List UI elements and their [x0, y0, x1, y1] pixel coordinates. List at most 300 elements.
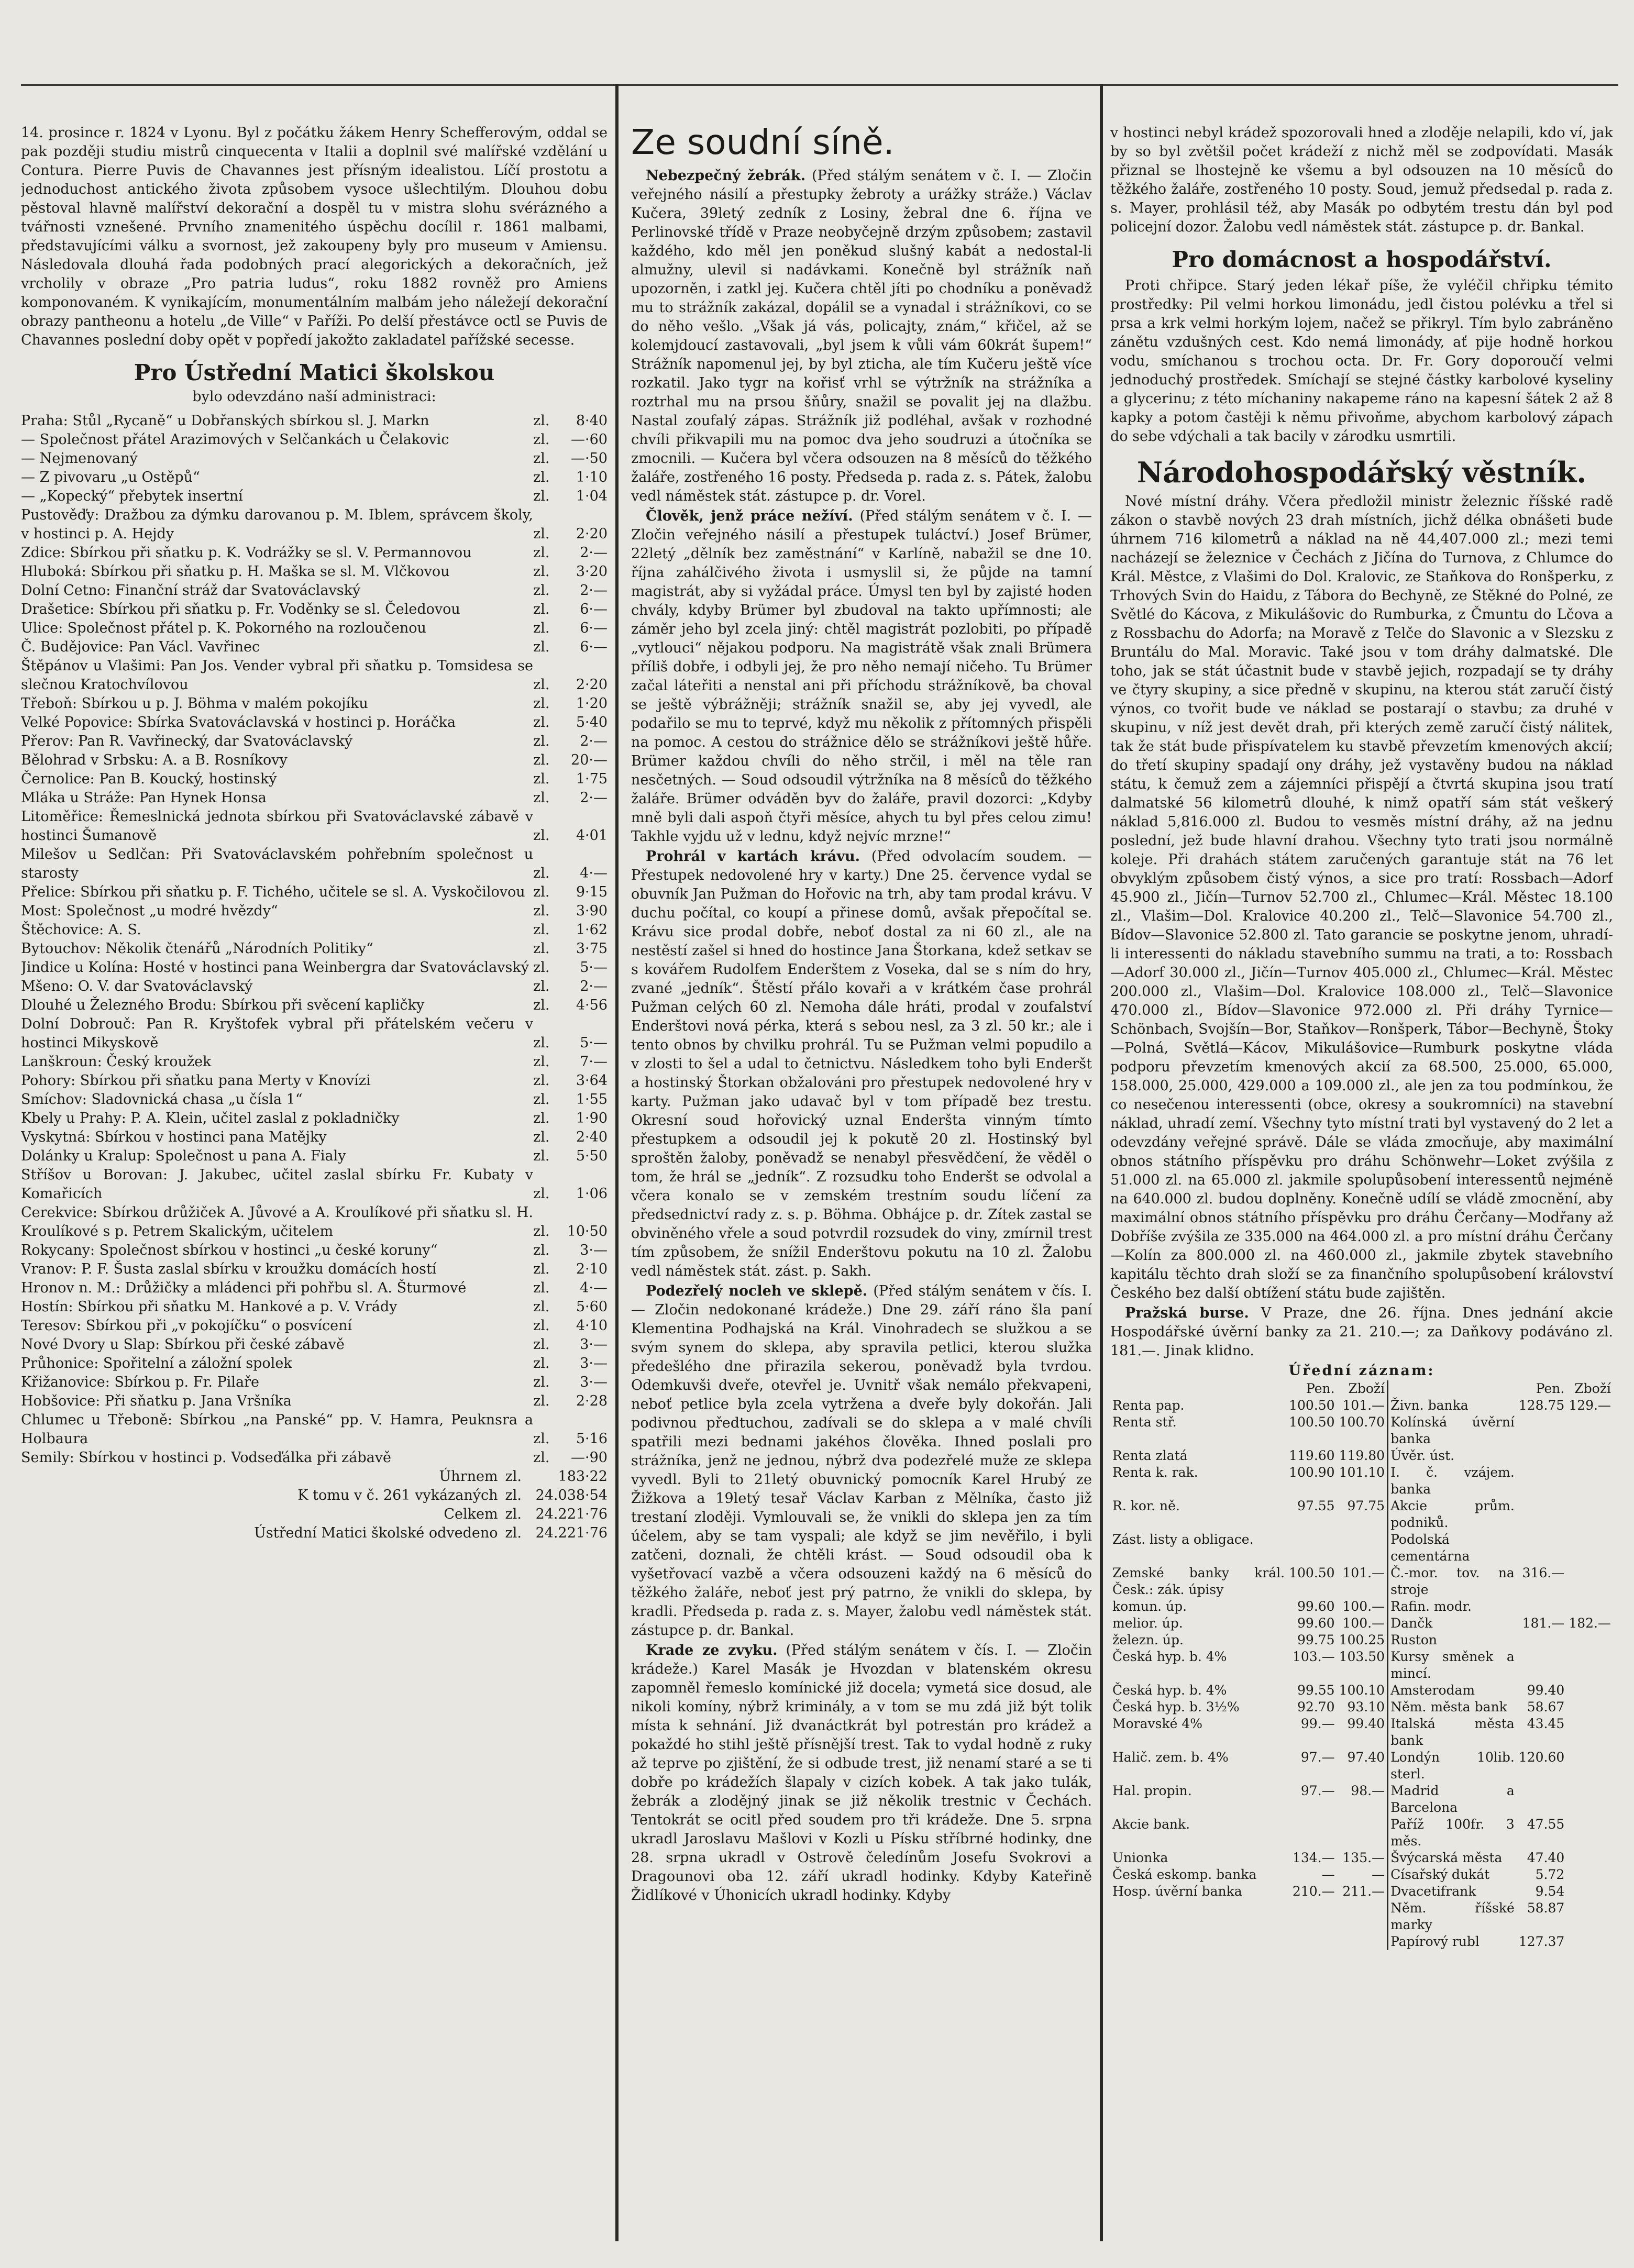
bid-price	[1517, 1414, 1566, 1447]
court-section-title: Ze soudní síně.	[631, 124, 895, 162]
donation-currency: zl.	[533, 1035, 550, 1051]
donation-row	[21, 845, 608, 883]
donation-row	[21, 1354, 608, 1373]
ask-price	[1566, 1414, 1613, 1447]
ask-price	[1566, 1498, 1613, 1531]
donation-amount: 7·—	[580, 1054, 608, 1070]
economy-heading: Národohospodářský věstník.	[1136, 456, 1587, 489]
security-name: Akcie prům. podniků.	[1388, 1498, 1517, 1531]
bid-price: 97.55	[1297, 1498, 1335, 1513]
total-currency: zl.	[505, 1506, 522, 1522]
donation-text: Lanškroun: Český kroužek	[21, 1054, 212, 1070]
bid-price	[1517, 1649, 1566, 1682]
donation-text: Hronov n. M.: Drůžičky a mládenci při pohřbu sl. A. Šturmové	[21, 1280, 467, 1296]
security-name: Zást. listy a obligace.	[1112, 1532, 1254, 1547]
donation-text: Smíchov: Sladovnická chasa „u čísla 1“	[21, 1091, 303, 1108]
donation-amount: 6·—	[580, 620, 608, 636]
col-head: Zboží	[1574, 1381, 1611, 1396]
ask-price	[1566, 1850, 1613, 1866]
donation-currency: zl.	[533, 790, 550, 806]
top-rule	[21, 84, 1618, 86]
bid-price: 47.40	[1527, 1850, 1565, 1865]
total-currency: zl.	[505, 1487, 522, 1503]
ask-price	[1337, 1531, 1388, 1565]
bid-price: 97.—	[1300, 1750, 1335, 1765]
donation-text: Dolánky u Kralup: Společnost u pana A. Fialy	[21, 1148, 346, 1164]
donation-row	[21, 544, 608, 562]
column-rule-1	[615, 84, 619, 2241]
security-name: Akcie bank.	[1112, 1817, 1190, 1832]
ask-price: 98.—	[1351, 1783, 1385, 1798]
donation-currency: zl.	[533, 1148, 550, 1164]
donation-subheading: bylo odevzdáno naší administraci:	[192, 389, 436, 405]
bid-price: 9.54	[1535, 1884, 1565, 1899]
bid-price	[1287, 1816, 1337, 1850]
ask-price: 101.10	[1339, 1465, 1385, 1480]
burse-row	[1110, 1649, 1613, 1682]
donation-row	[21, 996, 608, 1015]
donation-text: Litoměřice: Řemeslnická jednota sbírkou při Svatováclavské zábavě v hostinci Šumanově	[21, 809, 533, 844]
donation-text: Teresov: Sbírkou při „v pokojíčku“ o posvícení	[21, 1318, 352, 1334]
donation-text: Č. Budějovice: Pan Václ. Vavřinec	[21, 639, 260, 655]
bid-price	[1517, 1598, 1566, 1615]
bid-price: 43.45	[1527, 1716, 1565, 1731]
donation-amount: —·90	[571, 1450, 608, 1466]
burse-row	[1110, 1447, 1613, 1464]
burse-row	[1110, 1816, 1613, 1850]
donation-currency: zl.	[533, 827, 550, 844]
donation-row	[21, 977, 608, 996]
donation-amount: 3·—	[580, 1336, 608, 1353]
donation-row	[21, 657, 608, 694]
donation-currency: zl.	[533, 1336, 550, 1353]
bid-price	[1517, 1498, 1566, 1531]
donation-currency: zl.	[533, 1072, 550, 1089]
security-name: Živn. banka	[1388, 1397, 1517, 1414]
donation-amount: 4·10	[576, 1318, 608, 1334]
security-name: Č.-mor. tov. na stroje	[1388, 1565, 1517, 1598]
donation-heading: Pro Ústřední Matici školskou	[134, 360, 495, 385]
donation-row	[21, 807, 608, 845]
donation-row	[21, 789, 608, 807]
donation-row	[21, 1147, 608, 1166]
donation-row	[21, 1166, 608, 1203]
court-article-head: Prohrál v kartách krávu.	[646, 848, 860, 865]
donation-amount: 2·—	[580, 582, 608, 599]
court-articles	[631, 167, 1092, 1905]
donation-row	[21, 1241, 608, 1260]
security-name: Něm. říšské marky	[1388, 1900, 1517, 1933]
ask-price	[1566, 1883, 1613, 1900]
security-name: Renta zlatá	[1112, 1448, 1188, 1463]
donation-text: Třeboň: Sbírkou u p. J. Böhma v malém pokojíku	[21, 695, 368, 712]
bid-price: 47.55	[1527, 1817, 1565, 1832]
bid-price: 100.50	[1289, 1414, 1335, 1430]
bid-price: 5.72	[1535, 1867, 1565, 1882]
ask-price	[1566, 1749, 1613, 1783]
security-name: R. kor. ně.	[1112, 1498, 1180, 1513]
donation-text: Pustověďy: Dražbou za dýmku darovanou p. M. Iblem, správcem školy, v hostinci p. A. Hejdy	[21, 507, 533, 542]
burse-row	[1110, 1783, 1613, 1816]
donation-text: Hostín: Sbírkou při sňatku M. Hankové a p. V. Vrády	[21, 1299, 398, 1315]
security-name: Paříž 100fr. 3 měs.	[1388, 1816, 1517, 1850]
donation-amount: 2·—	[580, 978, 608, 994]
donation-currency: zl.	[533, 1110, 550, 1126]
court-article-text: (Před stálým senátem v č. I. — Zločin veřejného násilí a přestupky žebroty a urážky stráže.) Václav Kučera, 39letý zedník z Losiny, žebral dne 6. října ve Perlinovské třídě v Praze neobyčejně drzým způsobem; zastavil každého, kdo měl jen poněkud slušný kabát a nedostal-li almužny, ulevil si nadávkami. Konečně byl strážník naň upozorněn, i zatkl jej. Kučera chtěl jíti po chodníku a poněvadž mu to strážník zakázal, dopálil se a vynadal i strážníkovi, co se do něho vešlo. „Však já vás, policajty, znám,“ křičel, až se kolemjdoucí zastavovali, „byl jsem k vůli vám 60krát šupem!“ Strážník napomenul jej, by byl zticha, ale tím Kučeru ještě více rozkatil. Jako tygr na kořisť vrhl se výtržník na strážníka a roztrhal mu na prsou šňůry, snažil se povalit jej na dlažbu. Nastal zoufalý zápas. Strážník již podléhal, avšak v rozhodné chvíli přikvapili mu na pomoc dva jeho soudruzi a útočníka se zmocnili. — Kučera byl včera odsouzen na 8 měsíců do těžkého žaláře, zostřeného 16 posty. Předseda p. rada z. s. Pátek, žalobu vedl náměstek stát. zástupce p. dr. Vorel.	[631, 168, 1092, 504]
donation-text: Milešov u Sedlčan: Při Svatováclavském pohřebním společnost u starosty	[21, 846, 533, 881]
donation-amount: 10·50	[567, 1223, 608, 1240]
donation-text: Vyskytná: Sbírkou v hostinci pana Matějky	[21, 1129, 327, 1145]
donation-row	[21, 638, 608, 657]
article-continuation: 14. prosince r. 1824 v Lyonu. Byl z počátku žákem Henry Schefferovým, oddal se pak později studiu mistrů cinquecenta v Italii a doplnil své malířské vzdělání u Contura. Pierre Puvis de Chavannes jest přísným idealistou. Líčí prostotu a jednoduchost antického života způsobem vysoce ušlechtilým. Dlouhou dobu pěstoval hlavně malířství dekorační a dospěl tu v mistra slohu svérázného a tvářnosti vznešené. Prvního znamenitého úspěchu docílil r. 1861 malbami, představujícími válku a svornost, jež zakoupeny byly pro museum v Amiensu. Následovala dlouhá řada podobných prací alegorických a dekoračních, jež vrcholily v obraze „Pro patria ludus“, roku 1882 rovněž pro Amiens komponovaném. K vynikajícím, monumentálním malbám jeho náležejí dekorační obrazy pantheonu a hotelu „de Ville“ v Paříži. Po delší přestávce octl se Puvis de Chavannes poslední doby opět v popředí jakožto zakladatel pařížské secesse.	[21, 125, 608, 348]
donation-amount: 3·64	[576, 1072, 608, 1089]
burse-row	[1110, 1883, 1613, 1900]
security-name: Hosp. úvěrní banka	[1112, 1884, 1242, 1899]
donation-text: — Společnost přátel Arazimových v Selčankách u Čelakovic	[21, 432, 449, 448]
donation-text: Průhonice: Spořitelní a záložní spolek	[21, 1355, 292, 1371]
bid-price: 100.50	[1289, 1398, 1335, 1413]
donation-currency: zl.	[533, 1374, 550, 1390]
burse-row	[1110, 1850, 1613, 1866]
column-middle	[631, 124, 1092, 2247]
donation-text: Stříšov u Borovan: J. Jakubec, učitel zaslal sbírku Fr. Kubaty v Komařicích	[21, 1167, 533, 1202]
donation-currency: zl.	[533, 1393, 550, 1409]
donation-currency: zl.	[533, 469, 550, 485]
column-rule-2	[1100, 84, 1103, 2241]
donation-currency: zl.	[533, 1261, 550, 1277]
burse-row	[1110, 1464, 1613, 1498]
donation-text: Nové Dvory u Slap: Sbírkou při české zábavě	[21, 1336, 345, 1353]
ask-price: 100.25	[1339, 1632, 1385, 1647]
donation-row	[21, 430, 608, 449]
bid-price: 120.60	[1518, 1750, 1565, 1765]
donation-amount: 3·—	[580, 1374, 608, 1390]
donation-currency: zl.	[533, 771, 550, 787]
security-name: Halič. zem. b. 4%	[1112, 1750, 1229, 1765]
donation-currency: zl.	[533, 695, 550, 712]
donation-text: Křižanovice: Sbírkou p. Fr. Pilaře	[21, 1374, 259, 1390]
donation-currency: zl.	[533, 959, 550, 976]
security-name: Renta pap.	[1112, 1398, 1185, 1413]
donation-amount: 20·—	[571, 752, 608, 768]
donation-row	[21, 1335, 608, 1354]
donation-row	[21, 1392, 608, 1411]
donation-row	[21, 449, 608, 468]
donation-amount: 1·10	[576, 469, 608, 485]
donation-currency: zl.	[533, 941, 550, 957]
donation-row	[21, 412, 608, 430]
burse-row	[1110, 1598, 1613, 1615]
donation-text: Kbely u Prahy: P. A. Klein, učitel zaslal z pokladničky	[21, 1110, 400, 1126]
donation-text: Jindice u Kolína: Hosté v hostinci pana Weinbergra dar Svatováclavský	[21, 959, 529, 976]
ask-price: 93.10	[1347, 1699, 1385, 1714]
ask-price: 182.—	[1569, 1616, 1611, 1631]
donation-amount: 1·20	[576, 695, 608, 712]
security-name: Česká hyp. b. 4%	[1112, 1683, 1227, 1698]
donation-currency: zl.	[533, 545, 550, 561]
donation-row	[21, 619, 608, 638]
donation-amount: 3·20	[576, 563, 608, 580]
security-name: Papírový rubl	[1388, 1933, 1517, 1950]
total-row	[21, 1467, 608, 1486]
security-name: Hal. propin.	[1112, 1783, 1192, 1798]
bid-price: 100.50	[1289, 1565, 1335, 1580]
donation-text: Hluboká: Sbírkou při sňatku p. H. Maška se sl. M. Vlčkovou	[21, 563, 450, 580]
donation-currency: zl.	[533, 677, 550, 693]
donation-amount: 4·56	[576, 997, 608, 1013]
bid-price	[1517, 1447, 1566, 1464]
court-article-head: Podezřelý nocleh ve sklepě.	[646, 1283, 868, 1299]
donation-currency: zl.	[533, 865, 550, 881]
total-amount: 183·22	[558, 1468, 608, 1485]
total-currency: zl.	[505, 1468, 522, 1485]
donation-row	[21, 751, 608, 770]
donation-row	[21, 1053, 608, 1071]
economy-article: Nové místní dráhy. Včera předložil ministr železnic říšské radě zákon o stavbě nových 23 drah místních, jichž délka obnášeti bude úhrnem 716 kilometrů a náklad na ně 44,407.000 zl.; mezi temi nacházejí se železnice v Čechách z Jičína do Turnova, z Chlumce do Král. Městce, z Vlašimi do Dol. Kralovic, ze Staňkova do Ronšperku, z Trhových Svin do Haidu, z Tábora do Bechyně, ze Stěkné do Polné, ze Světlé do Kácova, z Mikulášovic do Rumburka, z Čmuntu do Lčova a z Rossbachu do Adorfa; na Moravě z Telče do Slavonic a v Slezsku z Bruntálu do Mal. Moravic. Také jsou v tom dráhy dalmatské. Dle toho, jak se stát účastnit bude v stavbě jejich, rozpadají se ty dráhy ve čtyry skupiny, a sice předně v skupinu, na kterou stát zaručí čistý výnos, co tvořit bude ve náklad se postarají o stavbu; za druhé v skupinu, v níž jest devět drah, při kterých země zaručí čistý nálitek, tak že stát bude přispívatelem ku stavbě převzetím kmenových akcií; do třetí skupiny spadají ony dráhy, jež vystavěny budou na náklad státu, k čemuž zem a zájemníci přispějí a čtvrtá skupina jsou tratí dalmatské 56 kilometrů dlouhé, k nimž opatří sám stát veškerý náklad 5,816.000 zl. Budou to vesměs místní dráhy, až na jednu poslední, jež bude hlavní drahou. Všechny tyto trati jsou normálně koleje. Při drahách státem zaručených garantuje stát na 76 let obvyklým způsobem čistý výnos, a sice pro tratí: Rossbach—Adorf 45.900 zl., Jičín—Turnov 52.700 zl., Chlumec—Král. Městec 18.100 zl., Vlašim—Dol. Kralovice 40.200 zl., Telč—Slavonice 54.700 zl., Bídov—Slavonice 52.800 zl. Tato garancie se poskytne jenom, uhradí-li interessenti do nákladu stavebního summu na trati, a to: Rossbach—Adorf 30.000 zl., Jičín—Turnov 405.000 zl., Chlumec—Král. Městec 200.000 zl., Vlašim—Dol. Kralovice 108.000 zl., Telč—Slavonice 470.000 zl., Bídov—Slavonice 972.000 zl. Při dráhy Tyrnice—Schönbach, Svojšín—Bor, Staňkov—Ronšperk, Tábor—Bechyně, Štoky—Polná, Světlá—Kácov, Mikulášovice—Rumburk poskytne vláda podporu převzetím kmenových akcií za 68.500, 25.000, 65.000, 158.000, 25.000, 429.000 a 109.000 zl., ale jen za tou podmínkou, že co nesečenou interessenti (obce, okresy a soukromníci) na stavební náklad, uhradí zemí. Všechny tyto místní trati byl vystavený do 2 let a odevzdány veřejné správě. Dále se vláda zmocňuje, aby maximální obnos státního příspěvku pro dráhu Schönwehr—Loket zvýšila z 51.000 zl. na 65.000 zl. jakmile spolupůsobení interessentů nejméně na 640.000 zl. budou doplněny. Konečně udílí se vládě zmocnění, aby maximální obnos státního příspěvku pro dráhu Čerčany—Modřany až Dobříše zvýšila ze 335.000 na 464.000 zl. a pro místní dráhu Čerčany—Kolín za 800.000 zl. na 460.000 zl., jakmile zbytek stavebního kapitálu těchto drah složí se za finančního spolupůsobení království Českého bez další obtížení státu bude zajištěn.	[1110, 493, 1613, 1301]
donation-row	[21, 958, 608, 977]
donation-text: Bytouchov: Několik čtenářů „Národních Politiky“	[21, 941, 373, 957]
ask-price	[1566, 1699, 1613, 1716]
donation-row	[21, 1090, 608, 1109]
burse-row	[1110, 1565, 1613, 1598]
donation-amount: —·60	[571, 432, 608, 448]
bid-price: 316.—	[1522, 1565, 1565, 1580]
donation-row	[21, 506, 608, 544]
donation-text: Hobšovice: Při sňatku p. Jana Vršníka	[21, 1393, 292, 1409]
burse-row	[1110, 1699, 1613, 1716]
burse-row	[1110, 1682, 1613, 1699]
donation-amount: 2·20	[576, 677, 608, 693]
burse-row	[1110, 1397, 1613, 1414]
donation-row	[21, 1015, 608, 1053]
ask-price: 97.40	[1347, 1750, 1385, 1765]
bid-price	[1517, 1783, 1566, 1816]
donation-currency: zl.	[533, 1129, 550, 1145]
donation-amount: 1·55	[576, 1091, 608, 1108]
donation-text: Velké Popovice: Sbírka Svatováclavská v hostinci p. Horáčka	[21, 714, 456, 731]
bid-price: 58.87	[1527, 1900, 1565, 1916]
donation-currency: zl.	[533, 1054, 550, 1070]
donation-row	[21, 713, 608, 732]
bid-price: 99.60	[1297, 1616, 1335, 1631]
donation-text: Mšeno: O. V. dar Svatováclavský	[21, 978, 253, 994]
ask-price	[1566, 1565, 1613, 1598]
ask-price: 101.—	[1342, 1565, 1385, 1580]
donation-text: Chlumec u Třeboně: Sbírkou „na Panské“ pp. V. Hamra, Peuknsra a Holbaura	[21, 1412, 533, 1447]
donation-amount: 6·—	[580, 601, 608, 617]
security-name: Moravské 4%	[1112, 1716, 1203, 1731]
bid-price: 99.75	[1297, 1632, 1335, 1647]
bid-price	[1287, 1531, 1337, 1565]
donation-text: Černolice: Pan B. Koucký, hostinský	[21, 771, 277, 787]
donation-amount: 3·90	[576, 903, 608, 919]
bid-price	[1517, 1632, 1566, 1649]
donation-currency: zl.	[533, 733, 550, 749]
donation-currency: zl.	[533, 563, 550, 580]
donation-row	[21, 770, 608, 789]
donation-text: Bělohrad v Srbsku: A. a B. Rosníkovy	[21, 752, 288, 768]
ask-price: 100.70	[1339, 1414, 1385, 1430]
donation-amount: 1·62	[576, 922, 608, 938]
donation-text: Mláka u Stráže: Pan Hynek Honsa	[21, 790, 267, 806]
donation-amount: 1·90	[576, 1110, 608, 1126]
security-name: Rafin. modr.	[1388, 1598, 1517, 1615]
bid-price: 103.—	[1292, 1649, 1335, 1664]
court-article-head: Nebezpečný žebrák.	[646, 168, 806, 184]
donation-currency: zl.	[533, 1223, 550, 1240]
ask-price: —	[1372, 1867, 1385, 1882]
donation-text: Cerekvice: Sbírkou drůžiček A. Jůvové a A. Kroulíkové při sňatku sl. H. Kroulíkové s p. Petrem Skalickým, učitelem	[21, 1204, 533, 1240]
security-name: komun. úp.	[1112, 1599, 1187, 1614]
donation-row	[21, 1279, 608, 1298]
bid-price: 128.75	[1518, 1398, 1565, 1413]
security-name: Česká hyp. b. 4%	[1112, 1649, 1227, 1664]
bid-price: 99.55	[1297, 1683, 1335, 1698]
donation-row	[21, 694, 608, 713]
ask-price: 99.40	[1347, 1716, 1385, 1731]
donation-amount: 3·75	[576, 941, 608, 957]
donation-row	[21, 1448, 608, 1467]
total-label: K tomu v č. 261 vykázaných	[297, 1487, 498, 1503]
donation-row	[21, 468, 608, 487]
column-left	[21, 124, 608, 2247]
donation-row	[21, 902, 608, 921]
donation-amount: 9·15	[576, 884, 608, 900]
security-name: Císařský dukát	[1388, 1866, 1517, 1883]
total-amount: 24.221·76	[535, 1525, 608, 1541]
bid-price: 119.60	[1289, 1448, 1335, 1463]
ask-price	[1337, 1816, 1388, 1850]
security-name: Podolská cementárna	[1388, 1531, 1517, 1565]
ask-price	[1566, 1933, 1613, 1950]
court-article	[631, 847, 1092, 1281]
donation-amount: 3·—	[580, 1242, 608, 1258]
donation-text: Dolní Cetno: Finanční stráž dar Svatováclavský	[21, 582, 361, 599]
total-label: Celkem	[444, 1506, 498, 1522]
donation-row	[21, 732, 608, 751]
donation-currency: zl.	[533, 488, 550, 504]
donation-amount: 6·—	[580, 639, 608, 655]
burse-row	[1110, 1615, 1613, 1632]
court-article-text: (Před stálým senátem v čís. I. — Zločin krádeže.) Karel Masák je Hvozdan v blatenském okresu zapomněl řemeslo komínické již docela; vymetá sice dosud, ale nikoli komíny, nýbrž kriminály, a v tom se mu zdá již být tolik místa k sehnání. Již dvanáctkrát byl potrestán pro krádež a pokaždé ho stihl ještě přísnější trest. Tak to vydal hodně z ruky až teprve po zjištění, že si odbude trest, již nenamí staré a se ti dobře po krádežích šlapaly v cizích kobek. A tak jako tulák, žebrák a zlodějný jinak se již několik trestnic v Čechách. Tentokrát se ocitl před soudem pro tři krádeže. Dne 5. srpna ukradl Jaroslavu Mašlovi v Kozli u Písku stříbrné hodinky, dne 28. srpna ukradl v Ostrově čeledínům Josefu Svokrovi a Dragounovi oba 12. září ukradl hodinky. Kdyby Kateřině Židlíkové v Úhonicích ukradl hodinky. Kdyby	[631, 1642, 1092, 1904]
ask-price: 211.—	[1342, 1884, 1385, 1899]
court-article-head: Člověk, jenž práce nežíví.	[646, 508, 853, 524]
household-article: Proti chřipce. Starý jeden lékař píše, že vyléčil chřipku témito prostředky: Pil velmi horkou limonádu, jedl čistou polévku a třel si prsa a krk velmi horkým lojem, načež se přikryl. Tím bylo zabráněno zánětu vzdušných cest. Kdo nemá limonády, ať pije hodně horkou vodu, smíchanou s trochou octa. Dr. Fr. Gory doporoučí velmi jednoduchý prostředek. Smíchají se stejné částky karbolové kyseliny a glycerinu; z této míchaniny nakapeme ráno na kapesní šátek 2 až 8 kapky a potom častěji k němu přivoňme, abychom karbolový zápach do sebe vdýchali a tak bacily v zárodku usmrtili.	[1110, 278, 1613, 445]
court-article-text: (Před stálým senátem v čís. I. — Zločin nedokonané krádeže.) Dne 29. září ráno šla paní Klementina Podhajská na Král. Vinohradech se služkou a se svým synem do sklepa, aby spravila petlici, kterou služka předešlého dne přirazila sekerou, poněvadž byla tvrdou. Odemkuvši dveře, otevřel je. Uvnitř však nemálo překvapeni, neboť petlice byla zcela vytržena a dveře byly dokořán. Jali podivnou předtuchou, zadívali se do sklepa a v malé chvíli spatřili mezi bednami jakéhos člověka. Ihned poslali pro strážníka, jenž ne jednou, nýbrž dva podezřelé muže ze sklepa vyvedl. Byli to 21letý obuvnický pomocník Karel Hrubý ze Žižkova a 19letý tesař Václav Karban z Mělníka, často již trestaní zloději. Vymlouvali se, že vnikli do sklepa jen za tím účelem, aby se tam vyspali; ale když se jim nevěřilo, i byli zatčeni, doznali, že chtěli krást. — Soud odsoudil oba k vyšetřovací vazbě a včera odsouzeni každý na 6 měsíců do těžkého žaláře, neboť jest prý patrno, že vnikli do sklepa, by kradli. Předseda p. rada z. s. Mayer, žalobu vedl náměstek stát. zástupce p. dr. Bankal.	[631, 1283, 1092, 1639]
donation-row	[21, 1316, 608, 1335]
column-right	[1110, 124, 1613, 2247]
donation-row	[21, 1411, 608, 1448]
security-name: Česká hyp. b. 3½%	[1112, 1699, 1240, 1714]
household-heading: Pro domácnost a hospodářství.	[1172, 247, 1552, 272]
bid-price: 127.37	[1518, 1934, 1565, 1949]
donation-amount: 2·—	[580, 790, 608, 806]
burse-row	[1110, 1866, 1613, 1883]
donation-amount: 5·—	[580, 959, 608, 976]
security-name: Česká eskomp. banka	[1112, 1867, 1257, 1882]
donation-currency: zl.	[533, 1091, 550, 1108]
donation-text: Vranov: P. F. Šusta zaslal sbírku v kroužku domácích hostí	[21, 1261, 437, 1277]
donation-amount: 1·04	[576, 488, 608, 504]
ask-price: 129.—	[1569, 1398, 1611, 1413]
ask-price	[1566, 1464, 1613, 1498]
court-article-head: Krade ze zvyku.	[646, 1642, 778, 1658]
donation-row	[21, 1373, 608, 1392]
donation-amount: 8·40	[576, 413, 608, 429]
security-name: I. č. vzájem. banka	[1388, 1464, 1517, 1498]
donation-amount: 2·—	[580, 545, 608, 561]
security-name: Amsterodam	[1388, 1682, 1517, 1699]
donation-row	[21, 883, 608, 902]
donation-amount: 1·75	[576, 771, 608, 787]
burse-row	[1110, 1716, 1613, 1749]
bid-price	[1517, 1464, 1566, 1498]
donation-currency: zl.	[533, 978, 550, 994]
donation-list	[21, 412, 608, 1467]
security-name: Něm. města bank	[1388, 1699, 1517, 1716]
donation-currency: zl.	[533, 601, 550, 617]
donation-currency: zl.	[533, 752, 550, 768]
donation-row	[21, 562, 608, 581]
security-name: železn. úp.	[1112, 1632, 1184, 1647]
donation-row	[21, 1071, 608, 1090]
donation-currency: zl.	[533, 997, 550, 1013]
security-name: Dvacetifrank	[1388, 1883, 1517, 1900]
ask-price: 100.10	[1339, 1683, 1385, 1698]
donation-row	[21, 487, 608, 506]
donation-amount: 4·—	[580, 865, 608, 881]
donation-row	[21, 600, 608, 619]
burse-row	[1110, 1414, 1613, 1447]
bid-price: 99.—	[1300, 1716, 1335, 1731]
ask-price	[1566, 1866, 1613, 1883]
donation-row	[21, 581, 608, 600]
donation-text: Ulice: Společnost přátel p. K. Pokorného na rozloučenou	[21, 620, 426, 636]
donation-text: Most: Společnost „u modré hvězdy“	[21, 903, 278, 919]
donation-amount: 5·16	[576, 1431, 608, 1447]
donation-amount: 4·01	[576, 827, 608, 844]
total-row	[21, 1505, 608, 1524]
donation-amount: 5·60	[576, 1299, 608, 1315]
ask-price	[1566, 1816, 1613, 1850]
donation-row	[21, 1203, 608, 1241]
donation-amount: 3·—	[580, 1355, 608, 1371]
donation-currency: zl.	[533, 1318, 550, 1334]
ask-price: 103.50	[1339, 1649, 1385, 1664]
security-name: Madrid a Barcelona	[1388, 1783, 1517, 1816]
security-name: Unionka	[1112, 1850, 1168, 1865]
donation-amount: 2·28	[576, 1393, 608, 1409]
donation-text: Praha: Stůl „Rycaně“ u Dobřanských sbírkou sl. J. Markn	[21, 413, 429, 429]
donation-currency: zl.	[533, 903, 550, 919]
burse-row	[1110, 1749, 1613, 1783]
donation-text: Přelice: Sbírkou při sňatku p. F. Tichého, učitele se sl. A. Vyskočilovou	[21, 884, 525, 900]
bid-price: 92.70	[1297, 1699, 1335, 1714]
donation-row	[21, 939, 608, 958]
bid-price: 181.—	[1522, 1616, 1565, 1631]
donation-text: Přerov: Pan R. Vavřinecký, dar Svatováclavský	[21, 733, 353, 749]
article-continuation-right: v hostinci nebyl krádež spozorovali hned a zloděje nelapili, kdo ví, jak by so byl zvětšil počet krádeží z nichž měl se zodpovídati. Masák přiznal se lhostejně ke všemu a byl odsouzen na 10 měsíců do těžkého žaláře, zostřeného 10 posty. Soud, jemuž předsedal p. rada z. s. Mayer, prohlásil též, aby Masák po odbytém trestu dán byl pod policejní dozor. Žalobu vedl náměstek stát. zástupce p. dr. Bankal.	[1110, 125, 1613, 235]
bid-price: 134.—	[1292, 1850, 1335, 1865]
donation-text: Dolní Dobrouč: Pan R. Kryštofek vybral při přátelském večeru v hostinci Mikyskově	[21, 1016, 533, 1051]
security-name: Zemské banky král. Česk.: zák. úpisy	[1112, 1565, 1285, 1597]
donation-row	[21, 1298, 608, 1316]
donation-text: Zdice: Sbírkou při sňatku p. K. Vodrážky se sl. V. Permannovou	[21, 545, 472, 561]
ask-price: 100.—	[1342, 1616, 1385, 1631]
ask-price	[1566, 1531, 1613, 1565]
donation-currency: zl.	[533, 432, 550, 448]
donation-currency: zl.	[533, 620, 550, 636]
